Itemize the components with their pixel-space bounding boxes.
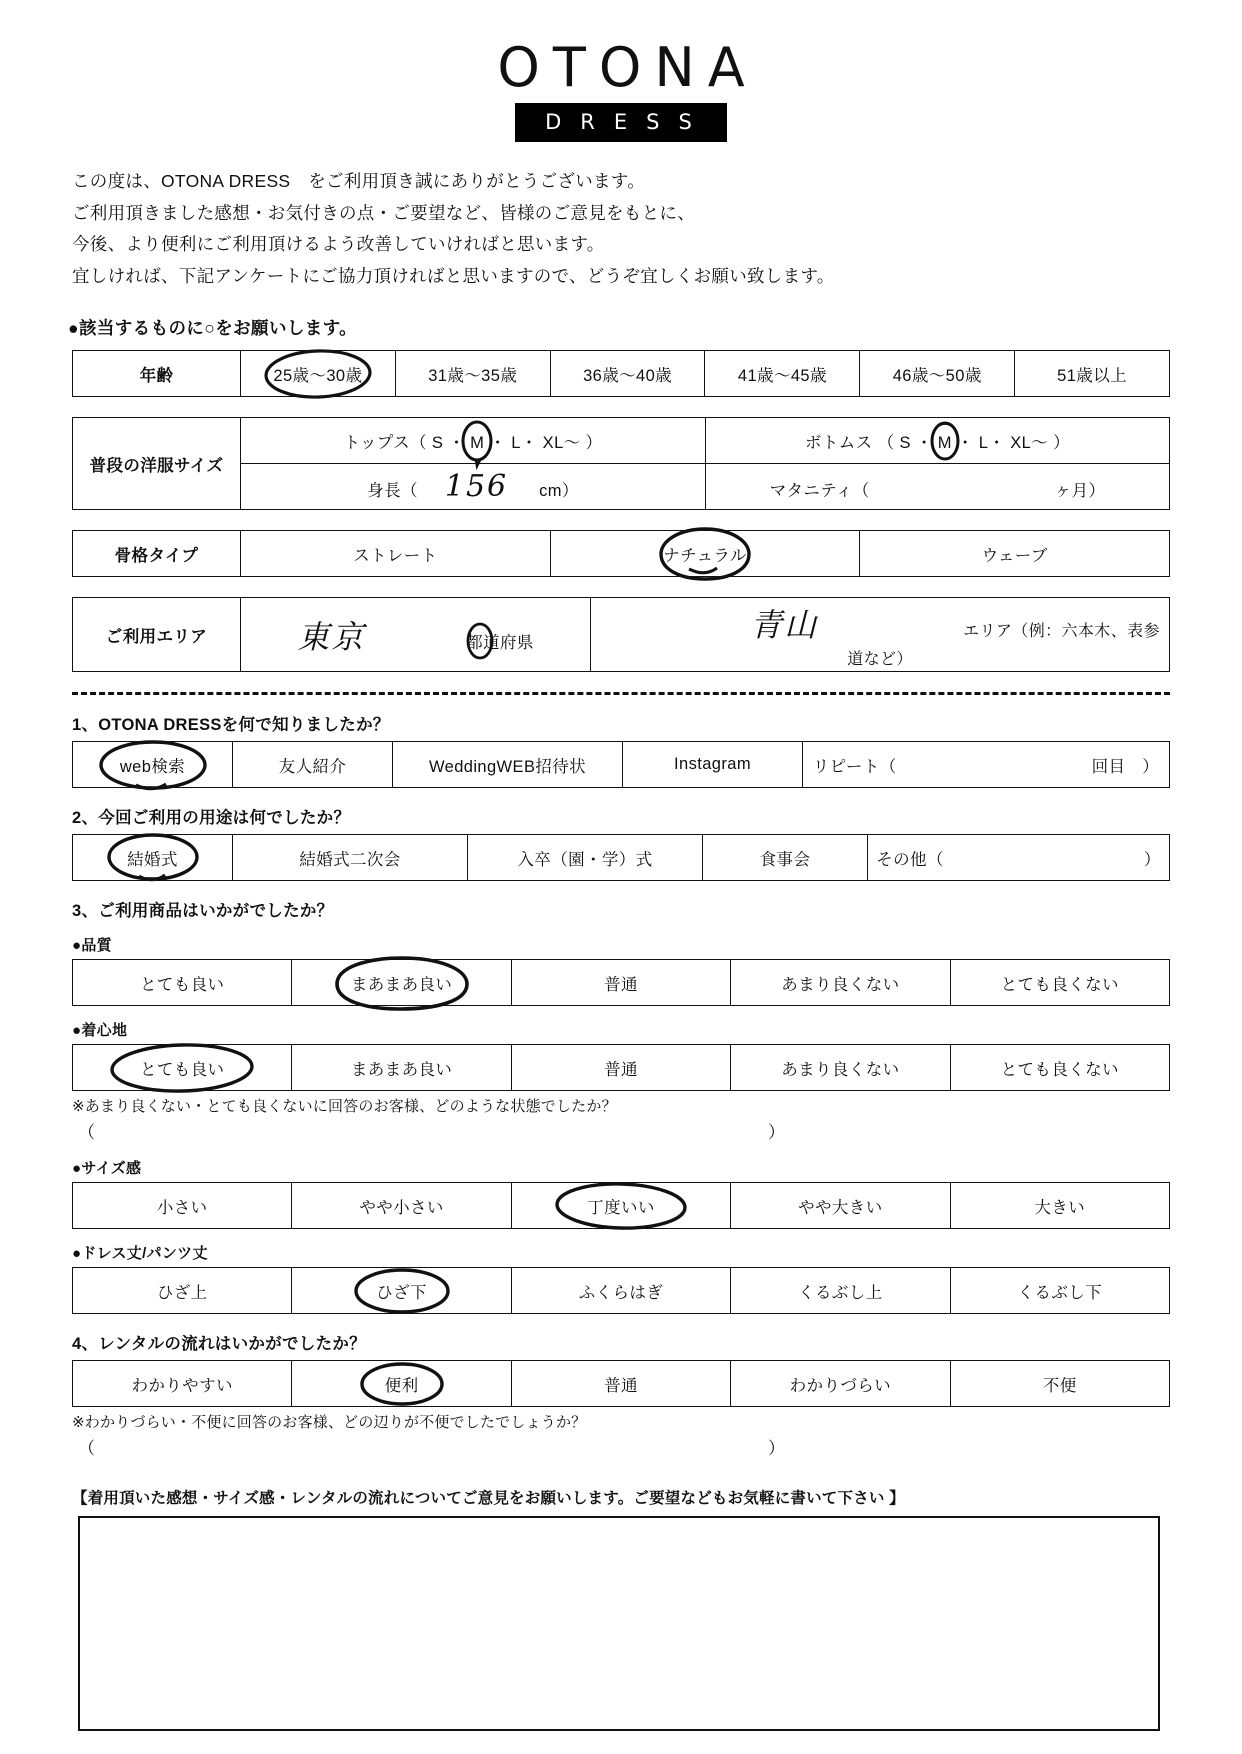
bone-option-0[interactable]: ストレート	[241, 531, 551, 577]
area-value: 青山	[750, 606, 819, 645]
answer-close-paren: ）	[768, 1439, 785, 1459]
comfort-option-label: とても良い	[139, 1060, 225, 1079]
table-row	[73, 1045, 1170, 1091]
length-option-3[interactable]: くるぶし上	[731, 1268, 950, 1314]
size-label: 普段の洋服サイズ	[73, 418, 241, 510]
tops-size-m[interactable]	[470, 434, 484, 453]
q2-other-label: その他（	[876, 850, 944, 869]
prefecture-suffix	[466, 629, 534, 653]
q4-option-1[interactable]	[292, 1361, 511, 1407]
quality-option-3[interactable]: あまり良くない	[731, 960, 950, 1006]
quality-option-0[interactable]: とても良い	[73, 960, 292, 1006]
tops-prefix: トップス（ S ・	[343, 433, 466, 452]
bottoms-size-value: M	[937, 433, 952, 452]
intro-line-4: 宜しければ、下記アンケートにご協力頂ければと思いますので、どうぞ宜しくお願い致します。	[72, 266, 835, 287]
comment-title: 【着用頂いた感想・サイズ感・レンタルの流れについてご意見をお願いします。ご要望などもお気軽に書いて下さい 】	[72, 1490, 905, 1508]
q2-option-label: 結婚式	[127, 850, 178, 869]
q4-option-2[interactable]: 普通	[511, 1361, 730, 1407]
comment-textarea[interactable]	[78, 1516, 1160, 1731]
tops-size-cell[interactable]	[241, 418, 706, 464]
quality-option-1[interactable]	[292, 960, 511, 1006]
area-detail-cell[interactable]	[591, 598, 1170, 672]
table-row	[73, 351, 1170, 397]
bone-type-table	[72, 530, 1170, 577]
q1-repeat-label: リピート（	[812, 757, 897, 776]
table-row	[73, 960, 1170, 1006]
q1-option-2[interactable]: WeddingWEB招待状	[393, 742, 623, 788]
q1-option-label: web検索	[119, 757, 186, 776]
q4-option-4[interactable]: 不便	[950, 1361, 1169, 1407]
tops-suffix: ・ L・ XL～ ）	[489, 433, 603, 452]
intro-line-1: この度は、OTONA DRESS をご利用頂き誠にありがとうございます。	[72, 170, 645, 191]
q2-other-close: ）	[1143, 850, 1161, 869]
q1-option-1[interactable]: 友人紹介	[233, 742, 393, 788]
length-option-1[interactable]	[292, 1268, 511, 1314]
height-suffix: cm）	[539, 482, 579, 501]
maternity-suffix: ヶ月）	[1054, 482, 1106, 501]
table-row	[73, 531, 1170, 577]
intro-line-3: 今後、より便利にご利用頂けるよう改善していければと思います。	[72, 234, 605, 255]
length-option-0[interactable]: ひざ上	[73, 1268, 292, 1314]
prefecture-value: 東京	[297, 617, 366, 656]
age-option-2[interactable]: 36歳～40歳	[550, 351, 705, 397]
q2-title: 2、今回ご利用の用途は何でしたか？	[72, 809, 351, 828]
q3-fit-head: ●サイズ感	[72, 1160, 142, 1178]
answer-close-paren: ）	[768, 1123, 785, 1143]
age-option-5[interactable]: 51歳以上	[1015, 351, 1170, 397]
intro-paragraph	[72, 166, 1242, 293]
area-label: ご利用エリア	[73, 598, 241, 672]
age-option-1[interactable]: 31歳～35歳	[395, 351, 550, 397]
bone-option-label: ナチュラル	[663, 546, 747, 565]
age-option-label: 25歳～30歳	[273, 366, 363, 385]
q3-length-head: ●ドレス丈/パンツ丈	[72, 1245, 208, 1263]
q2-option-2[interactable]: 入卒（園・学）式	[468, 835, 703, 881]
q3-comfort-note: ※あまり良くない・とても良くないに回答のお客様、どのような状態でしたか？	[72, 1098, 617, 1116]
bottoms-size-cell[interactable]	[706, 418, 1170, 464]
q4-note: ※わかりづらい・不便に回答のお客様、どの辺りが不便でしたでしょうか？	[72, 1414, 587, 1432]
q2-option-0[interactable]	[73, 835, 233, 881]
fit-option-label: 丁度いい	[587, 1198, 655, 1217]
table-row	[73, 598, 1170, 672]
fit-option-4[interactable]: 大きい	[950, 1183, 1169, 1229]
table-row	[73, 418, 1170, 464]
q2-table	[72, 834, 1170, 881]
bottoms-prefix: ボトムス （ S ・	[804, 433, 933, 452]
brand-sub: DRESS	[515, 103, 727, 142]
q4-answer-line[interactable]	[78, 1434, 1242, 1460]
q3-title: 3、ご利用商品はいかがでしたか？	[72, 902, 334, 921]
maternity-prefix: マタニティ（	[769, 482, 870, 501]
age-option-3[interactable]: 41歳～45歳	[705, 351, 860, 397]
q4-option-3[interactable]: わかりづらい	[731, 1361, 950, 1407]
instruction-text: ●該当するものに○をお願いします。	[68, 318, 358, 339]
length-option-label: ひざ下	[376, 1283, 427, 1302]
fit-option-3[interactable]: やや大きい	[731, 1183, 950, 1229]
fit-option-1[interactable]: やや小さい	[292, 1183, 511, 1229]
length-option-4[interactable]: くるぶし下	[950, 1268, 1169, 1314]
q1-repeat-count: 回目 ）	[1091, 757, 1160, 776]
q3-comfort-head: ●着心地	[72, 1022, 128, 1040]
bone-option-1[interactable]	[550, 531, 860, 577]
q4-table	[72, 1360, 1170, 1407]
quality-option-2[interactable]: 普通	[511, 960, 730, 1006]
bone-option-2[interactable]: ウェーブ	[860, 531, 1170, 577]
area-hint: エリア（例：六本木、表参道など）	[847, 623, 1160, 669]
brand-logo	[0, 0, 1242, 142]
q3-fit-table	[72, 1182, 1170, 1229]
table-row	[73, 1183, 1170, 1229]
age-label: 年齢	[73, 351, 241, 397]
age-option-4[interactable]: 46歳～50歳	[860, 351, 1015, 397]
q1-option-3[interactable]: Instagram	[623, 742, 803, 788]
q2-option-3[interactable]: 食事会	[703, 835, 868, 881]
q1-table	[72, 741, 1170, 788]
q1-repeat-cell[interactable]	[803, 742, 1170, 788]
fit-option-0[interactable]: 小さい	[73, 1183, 292, 1229]
answer-open-paren: （	[78, 1123, 95, 1143]
length-option-2[interactable]: ふくらはぎ	[511, 1268, 730, 1314]
intro-line-2: ご利用頂きました感想・お気付きの点・ご要望など、皆様のご意見をもとに、	[72, 202, 695, 223]
q4-option-label: 便利	[384, 1376, 419, 1395]
prefecture-suffix-label: 都道府県	[466, 633, 534, 652]
q4-title: 4、レンタルの流れはいかがでしたか？	[72, 1335, 367, 1354]
q2-other-cell[interactable]	[868, 835, 1170, 881]
q1-option-0[interactable]	[73, 742, 233, 788]
tops-size-value: M	[470, 433, 485, 452]
answer-open-paren: （	[78, 1439, 95, 1459]
section-divider	[72, 692, 1170, 695]
quality-option-4[interactable]: とても良くない	[950, 960, 1169, 1006]
table-row	[73, 1268, 1170, 1314]
bottoms-suffix: ・ L・ XL～ ）	[956, 433, 1070, 452]
q4-option-0[interactable]: わかりやすい	[73, 1361, 292, 1407]
comfort-option-4[interactable]: とても良くない	[950, 1045, 1169, 1091]
q2-option-1[interactable]: 結婚式二次会	[233, 835, 468, 881]
age-table	[72, 350, 1170, 397]
bottoms-size-m[interactable]	[938, 434, 952, 453]
height-cell[interactable]	[241, 464, 706, 510]
table-row	[73, 835, 1170, 881]
q1-title: 1、OTONA DRESSを何で知りましたか？	[72, 716, 390, 735]
brand-name: OTONA	[497, 36, 758, 99]
comfort-option-1[interactable]: まあまあ良い	[292, 1045, 511, 1091]
comfort-option-2[interactable]: 普通	[511, 1045, 730, 1091]
bone-label: 骨格タイプ	[73, 531, 241, 577]
q3-quality-head: ●品質	[72, 937, 112, 955]
age-option-0[interactable]	[241, 351, 396, 397]
clothing-size-table	[72, 417, 1170, 510]
fit-option-2[interactable]	[511, 1183, 730, 1229]
height-prefix: 身長（	[367, 482, 418, 501]
maternity-cell[interactable]	[706, 464, 1170, 510]
comfort-option-3[interactable]: あまり良くない	[731, 1045, 950, 1091]
q3-comfort-answer-line[interactable]	[78, 1118, 1242, 1144]
q3-length-table	[72, 1267, 1170, 1314]
height-value: 156	[444, 469, 509, 505]
q3-quality-table	[72, 959, 1170, 1006]
comfort-option-0[interactable]	[73, 1045, 292, 1091]
area-table	[72, 597, 1170, 672]
prefecture-cell[interactable]	[241, 598, 591, 672]
q3-comfort-table	[72, 1044, 1170, 1091]
table-row	[73, 742, 1170, 788]
quality-option-label: まあまあ良い	[350, 975, 453, 994]
table-row	[73, 1361, 1170, 1407]
